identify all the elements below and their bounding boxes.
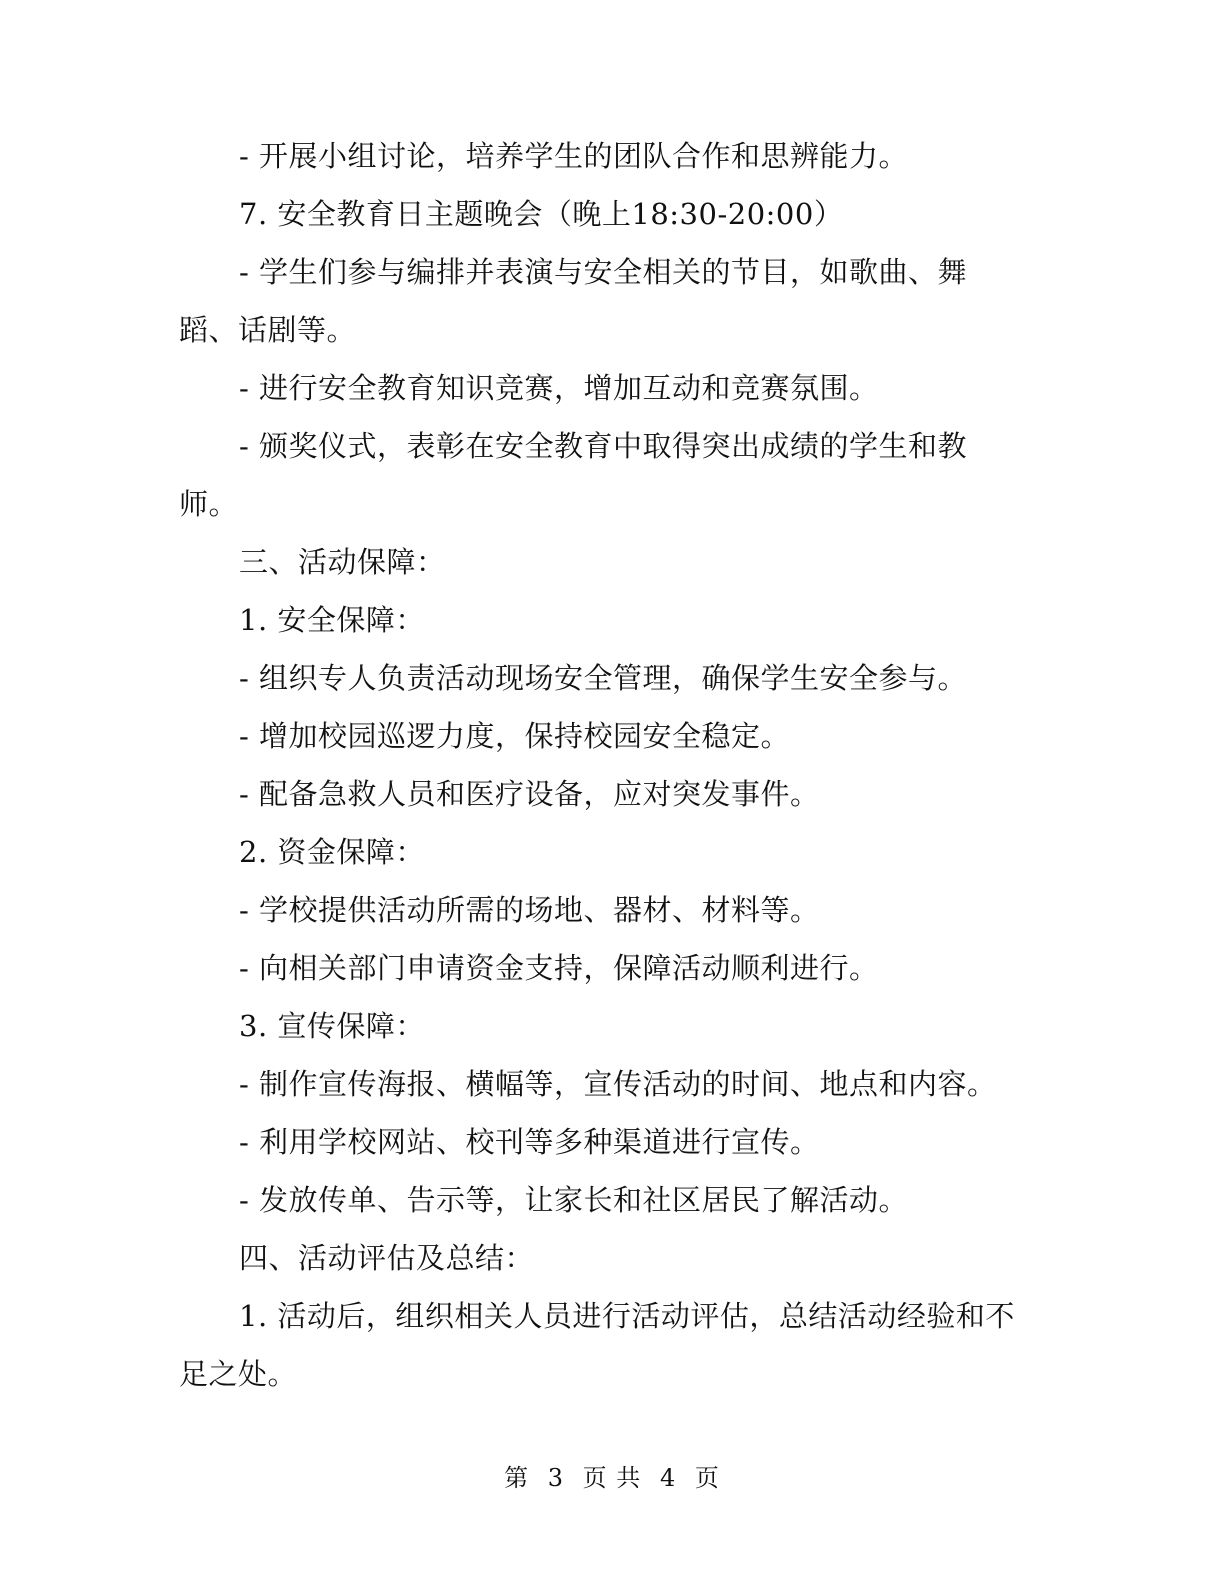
current-page-number: 3 bbox=[547, 1464, 565, 1492]
text-line: - 组织专人负责活动现场安全管理，确保学生安全参与。 bbox=[239, 661, 968, 695]
text-line: - 配备急救人员和医疗设备，应对突发事件。 bbox=[239, 777, 820, 811]
text-line: 1. 活动后，组织相关人员进行活动评估，总结活动经验和不 bbox=[239, 1299, 1015, 1333]
subsection-heading: 1. 安全保障： bbox=[239, 603, 425, 637]
text-line: 蹈、话剧等。 bbox=[179, 313, 357, 347]
text-line: - 学校提供活动所需的场地、器材、材料等。 bbox=[239, 893, 820, 927]
text-line: - 发放传单、告示等，让家长和社区居民了解活动。 bbox=[239, 1183, 909, 1217]
total-pages-number: 4 bbox=[659, 1464, 677, 1492]
text-line: - 利用学校网站、校刊等多种渠道进行宣传。 bbox=[239, 1125, 820, 1159]
text-line: - 进行安全教育知识竞赛，增加互动和竞赛氛围。 bbox=[239, 371, 879, 405]
document-body bbox=[179, 127, 1045, 1403]
subsection-heading: 2. 资金保障： bbox=[239, 835, 425, 869]
subsection-heading: 3. 宣传保障： bbox=[239, 1009, 425, 1043]
footer-prefix: 第 bbox=[504, 1464, 530, 1492]
text-line: - 增加校园巡逻力度，保持校园安全稳定。 bbox=[239, 719, 791, 753]
section-heading: 三、活动保障： bbox=[239, 545, 446, 579]
text-line: - 制作宣传海报、横幅等，宣传活动的时间、地点和内容。 bbox=[239, 1067, 997, 1101]
text-line: - 学生们参与编排并表演与安全相关的节目，如歌曲、舞 bbox=[239, 255, 968, 289]
page-footer bbox=[0, 1458, 1224, 1498]
section-heading: 四、活动评估及总结： bbox=[239, 1241, 535, 1275]
text-line: - 向相关部门申请资金支持，保障活动顺利进行。 bbox=[239, 951, 879, 985]
text-line: - 开展小组讨论，培养学生的团队合作和思辨能力。 bbox=[239, 139, 909, 173]
footer-mid: 页 共 bbox=[582, 1464, 642, 1492]
text-line: - 颁奖仪式，表彰在安全教育中取得突出成绩的学生和教 bbox=[239, 429, 968, 463]
footer-suffix: 页 bbox=[694, 1464, 720, 1492]
text-line: 师。 bbox=[179, 487, 239, 521]
text-line: 足之处。 bbox=[179, 1357, 298, 1391]
text-line: 7. 安全教育日主题晚会（晚上18:30-20:00） bbox=[239, 197, 844, 231]
